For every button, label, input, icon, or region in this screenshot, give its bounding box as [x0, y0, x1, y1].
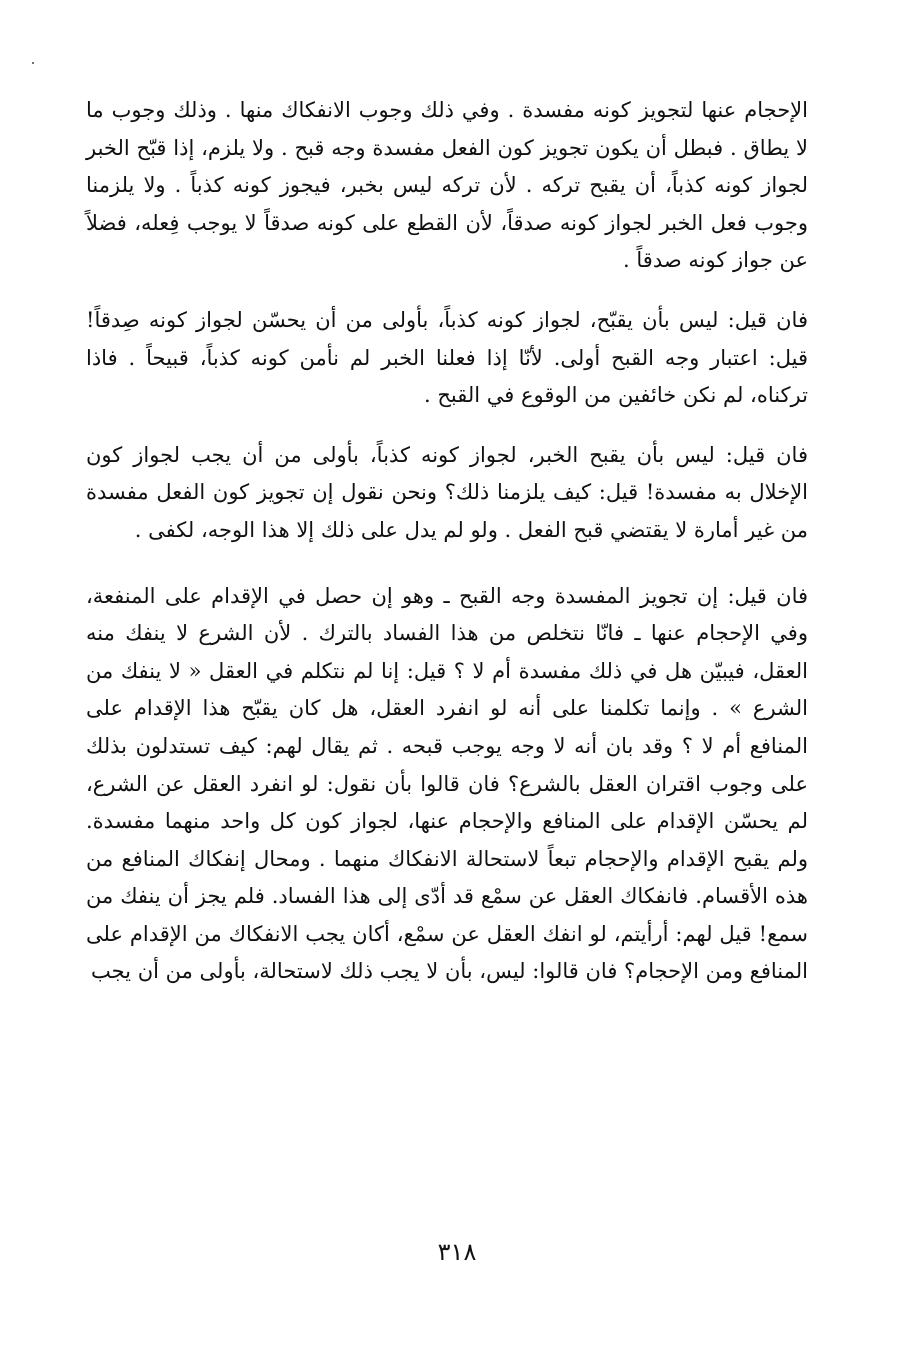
paragraph-4: فان قيل: إن تجويز المفسدة وجه القبح ـ وهو إن حصل في الإقدام على المنفعة، وفي الإحجام عنها ـ فانّا نتخلص من هذا الفساد بالترك . لأن الشرع لا ينفك منه العقل، فيبيّن هل في ذلك مفسدة أم لا ؟ قيل: إنا لم نتكلم في العقل « لا ينفك من الشرع » . وإنما تكلمنا على أنه لو انفرد العقل، هل كان يقبّح هذا الإقدام على المنافع أم لا ؟ وقد بان أنه لا وجه يوجب قبحه . ثم يقال لهم: كيف تستدلون بذلك على وجوب اقتران العقل بالشرع؟ فان قالوا بأن نقول: لو انفرد العقل عن الشرع، لم يحسّن الإقدام على المنافع والإحجام عنها، لجواز كون كل واحد منهما مفسدة. ولم يقبح الإقدام والإحجام تبعاً لاستحالة الانفكاك منهما . ومحال إنفكاك المنافع من هذه الأقسام. فانفكاك العقل عن سمْع قد أدّى إلى هذا الفساد. فلم يجز أن ينفك من سمع! قيل لهم: أرأيتم، لو انفك العقل عن سمْع، أكان يجب الانفكاك من الإقدام على المنافع ومن الإحجام؟ فان قالوا: ليس، بأن لا يجب ذلك لاستحالة، بأولى من أن يجب — [86, 583, 808, 984]
paragraph-1: الإحجام عنها لتجويز كونه مفسدة . وفي ذلك وجوب الانفكاك منها . وذلك وجوب ما لا يطاق . فبطل أن يكون تجويز كون الفعل مفسدة وجه قبح . ولا يلزم، إذا قبّح الخبر لجواز كونه كذباً، أن يقبح تركه . لأن تركه ليس بخبر، فيجوز كونه كذباً . ولا يلزمنا وجوب فعل الخبر لجواز كونه صدقاً، لأن القطع على كونه صدقاً لا يوجب فِعله، فضلاً عن جواز كونه صدقاً . — [86, 98, 808, 273]
body-text — [86, 92, 808, 1013]
paragraph-3: فان قيل: ليس بأن يقبح الخبر، لجواز كونه كذباً، بأولى من أن يجب لجواز كون الإخلال به مفسدة! قيل: كيف يلزمنا ذلك؟ ونحن نقول إن تجويز كون الفعل مفسدة من غير أمارة لا يقتضي قبح الفعل . ولو لم يدل على ذلك إلا هذا الوجه، لكفى . — [86, 442, 808, 542]
scan-speck — [32, 62, 34, 64]
paragraph-2: فان قيل: ليس بأن يقبّح، لجواز كونه كذباً، بأولى من أن يحسّن لجواز كونه صِدقاً! قيل: اعتبار وجه القبح أولى. لأنّا إذا فعلنا الخبر لم نأمن كونه كذباً، قبيحاً . فاذا تركناه، لم نكن خائفين من الوقوع في القبح . — [86, 307, 808, 408]
page-number: ٣١٨ — [437, 1238, 477, 1266]
